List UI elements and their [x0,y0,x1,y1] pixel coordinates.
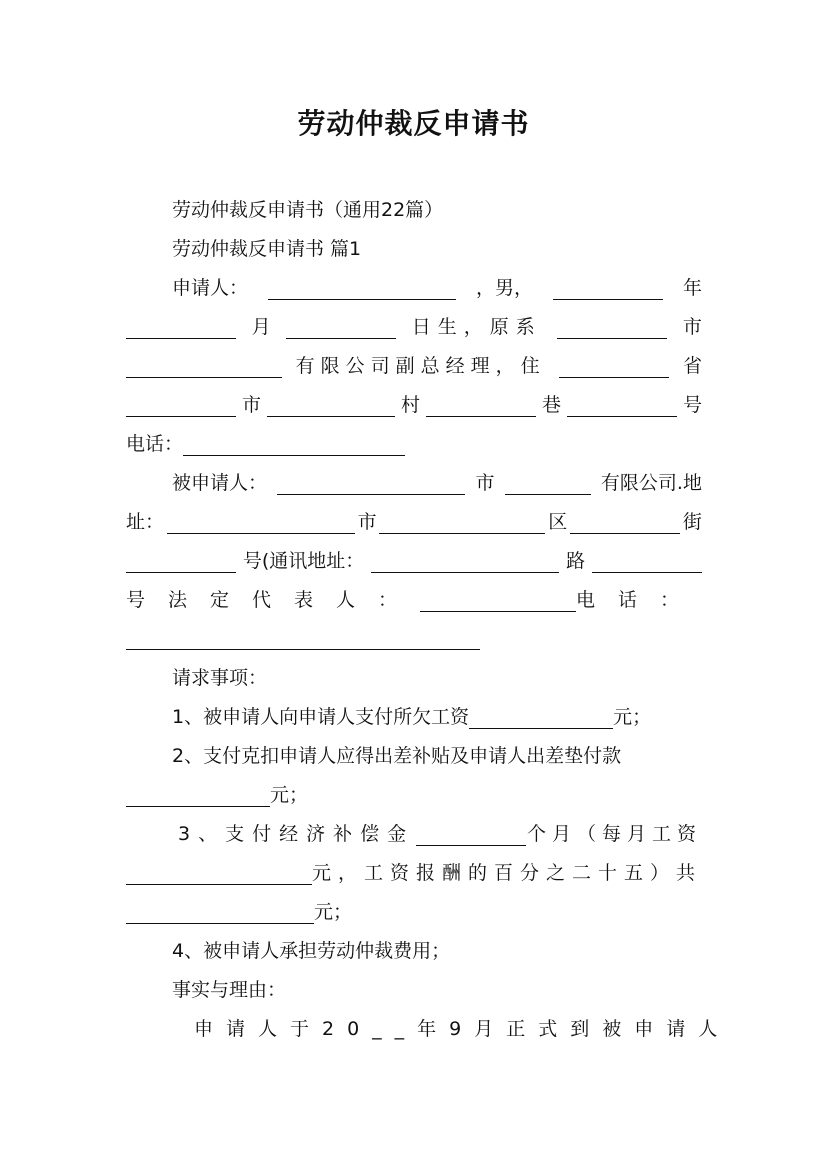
respondent-city2-label: 市 [357,511,377,533]
respondent-phone-blank[interactable] [126,627,480,650]
respondent-phone-label: 电话： [575,589,702,611]
residence-city-blank[interactable] [126,394,236,417]
claims-heading: 请求事项： [172,667,268,689]
respondent-line-3 [126,549,702,573]
applicant-line-2 [126,315,702,339]
company-blank[interactable] [126,355,282,378]
respondent-city-label: 市 [475,472,495,494]
respondent-company-label: 有限公司.地 [600,472,702,494]
unpaid-wages-blank[interactable] [469,706,613,729]
month-label: 月 [251,316,271,338]
compensation-total-blank[interactable] [126,901,314,924]
respondent-name-blank[interactable] [277,472,465,495]
respondent-company-blank[interactable] [505,472,591,495]
claim-3-line-3 [126,900,702,924]
province-label: 省 [682,355,702,377]
city-label: 市 [682,316,702,338]
section-heading: 劳动仲裁反申请书 篇1 [172,238,362,260]
claim-1-unit: 元； [613,706,652,728]
claim-3-percent: 元，工资报酬的百分之二十五）共 [311,862,702,884]
road-number-blank[interactable] [592,550,702,573]
facts-line-1 [126,1017,731,1041]
subtitle-line [126,198,702,222]
contact-address-label: 号(通讯地址： [242,550,365,572]
facts-heading-line [126,978,702,1002]
claim-4-text: 4、被申请人承担劳动仲裁费用； [172,940,451,962]
address-label: 址： [126,511,165,533]
applicant-line-1 [126,276,702,300]
claim-3-line-1 [126,822,702,846]
lane-blank[interactable] [426,394,536,417]
respondent-line-4 [126,588,702,612]
district-label: 区 [548,511,568,533]
address-blank[interactable] [167,511,355,534]
applicant-line-5 [126,432,702,456]
compensation-months-blank[interactable] [416,823,526,846]
province-blank[interactable] [559,355,669,378]
road-label: 路 [566,550,586,572]
respondent-line-1 [126,471,702,495]
respondent-line-2 [126,510,702,534]
year-label: 年 [682,277,702,299]
claim-3-text: 3、支付经济补偿金 [178,823,415,845]
contact-address-blank[interactable] [371,550,559,573]
street-number-blank[interactable] [126,550,236,573]
city2-label: 市 [241,394,261,416]
claim-2-line-1 [126,744,702,768]
birth-month-blank[interactable] [126,316,236,339]
monthly-wage-blank[interactable] [126,862,312,885]
claims-heading-line [126,666,702,690]
respondent-line-5 [126,627,702,650]
applicant-sex: ，男， [475,277,533,299]
village-blank[interactable] [267,394,395,417]
legal-rep-label: 号法定代表人： [126,589,421,611]
facts-heading: 事实与理由： [172,979,287,1001]
travel-allowance-blank[interactable] [126,784,270,807]
applicant-label: 申请人： [172,277,249,299]
legal-rep-blank[interactable] [420,589,576,612]
address-city-blank[interactable] [379,511,545,534]
applicant-name-blank[interactable] [268,277,456,300]
claim-1-line [126,705,702,729]
lane-label: 巷 [541,394,561,416]
phone-label: 电话： [126,433,184,455]
document-title: 劳动仲裁反申请书 [297,107,530,140]
birth-day-blank[interactable] [286,316,396,339]
claim-3-months: 个月（每月工资 [526,823,702,845]
subtitle: 劳动仲裁反申请书（通用22篇） [172,199,444,221]
street-label: 街 [682,511,702,533]
applicant-phone-blank[interactable] [183,433,405,456]
claim-4-line [126,939,702,963]
respondent-label: 被申请人： [172,472,268,494]
claim-2-line-2 [126,783,702,807]
district-blank[interactable] [570,511,680,534]
house-number-blank[interactable] [567,394,677,417]
section-line [126,237,702,261]
birth-year-blank[interactable] [553,277,663,300]
claim-1-text: 1、被申请人向申请人支付所欠工资 [172,706,470,728]
claim-2-text: 2、支付克扣申请人应得出差补贴及申请人出差垫付款 [172,745,622,767]
facts-text: 申请人于20__年9月正式到被申请人 [194,1018,731,1040]
former-city-blank[interactable] [557,316,667,339]
applicant-line-3 [126,354,702,378]
born-label: 日生，原系 [411,316,542,338]
claim-2-unit: 元； [270,784,309,806]
number-label: 号 [682,394,702,416]
claim-3-unit: 元； [314,901,353,923]
applicant-line-4 [126,393,702,417]
claim-3-line-2 [126,861,702,885]
village-label: 村 [400,394,420,416]
company-label: 有限公司副总经理，住 [295,355,546,377]
